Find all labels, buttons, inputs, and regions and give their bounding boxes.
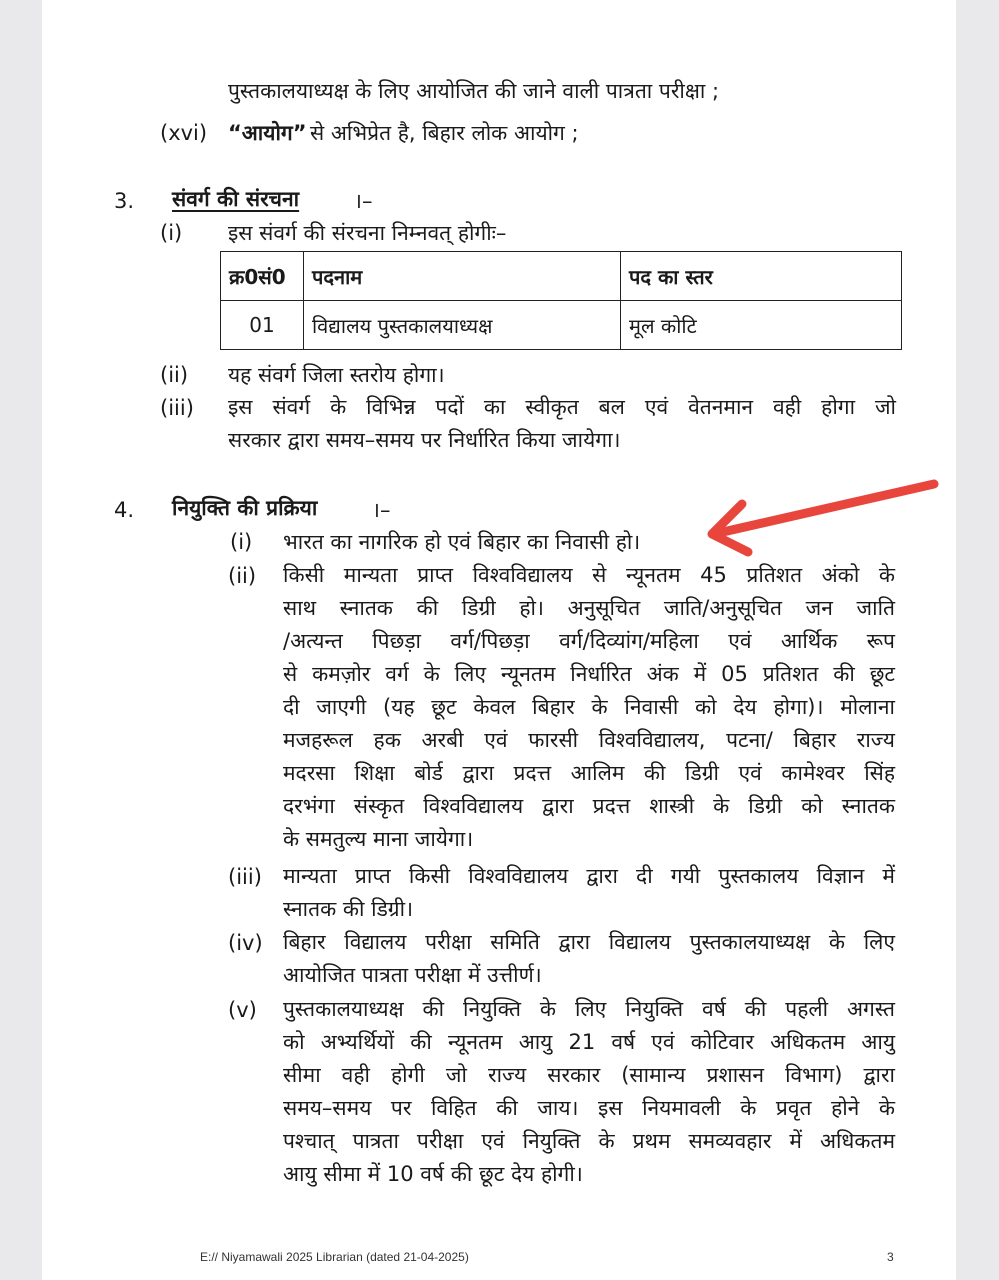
continued-line: पुस्तकालयाध्यक्ष के लिए आयोजित की जाने वाली पात्रता परीक्षा ; (228, 79, 720, 103)
table-header-row (221, 252, 902, 301)
header-serial: क्र0सं0 (221, 252, 304, 301)
header-post-level: पद का स्तर (621, 252, 902, 301)
section-3-clause-iii-number: (iii) (160, 396, 194, 420)
text-line: आयु सीमा में 10 वर्ष की छूट देय होगी। (283, 1162, 583, 1186)
text-line: से कमज़ोर वर्ग के लिए न्यूनतम निर्धारित अंक में 05 प्रतिशत की छूट (283, 662, 895, 686)
red-arrow-annotation (702, 470, 942, 560)
text-line: के समतुल्य माना जायेगा। (283, 827, 474, 851)
section-4-clause-ii-number: (ii) (228, 564, 257, 588)
text-line: साथ स्नातक की डिग्री हो। अनुसूचित जाति/अनुसूचित जन जाति (283, 596, 895, 620)
clause-xvi-number: (xvi) (160, 121, 208, 145)
section-4-title: नियुक्ति की प्रक्रिया (172, 496, 318, 520)
section-3-title: संवर्ग की संरचना (172, 187, 300, 211)
text-line: पश्चात् पात्रता परीक्षा एवं नियुक्ति के प्रथम समव्यवहार में अधिकतम (283, 1129, 895, 1153)
text-line: मदरसा शिक्षा बोर्ड द्वारा प्रदत्त आलिम की डिग्री एवं कामेश्वर सिंह (283, 761, 895, 785)
section-3-number: 3. (114, 189, 135, 213)
arrow-shaft (714, 484, 934, 534)
section-4-clause-ii-text (283, 559, 895, 856)
section-3-clause-ii-number: (ii) (160, 363, 189, 387)
cell-post-name: विद्यालय पुस्तकालयाध्यक्ष (304, 301, 621, 350)
document-page (42, 0, 956, 1280)
text-line: दी जाएगी (यह छूट केवल बिहार के निवासी को देय होगा)। मोलाना (283, 695, 895, 719)
section-3-clause-ii-text: यह संवर्ग जिला स्तरोय होगा। (228, 363, 445, 387)
section-4-dash: ।– (372, 498, 391, 522)
text-line: आयोजित पात्रता परीक्षा में उत्तीर्ण। (283, 963, 542, 987)
section-4-clause-iii-number: (iii) (228, 865, 262, 889)
text-line: दरभंगा संस्कृत विश्वविद्यालय द्वारा प्रदत्त शास्त्री के डिग्री को स्नातक (283, 794, 895, 818)
text-line: सीमा वही होगी जो राज्य सरकार (सामान्य प्रशासन विभाग) द्वारा (283, 1063, 895, 1087)
text-line: को अभ्यर्थियों की न्यूनतम आयु 21 वर्ष एवं कोटिवार अधिकतम आयु (283, 1030, 895, 1054)
cell-serial: 01 (221, 301, 304, 350)
cell-post-level: मूल कोटि (621, 301, 902, 350)
text-line: /अत्यन्त पिछड़ा वर्ग/पिछड़ा वर्ग/दिव्यांग/महिला एवं आर्थिक रूप (283, 629, 895, 653)
section-4-clause-iv-number: (iv) (228, 931, 263, 955)
header-post-name: पदनाम (304, 252, 621, 301)
text-line: मजहरूल हक अरबी एवं फारसी विश्वविद्यालय, पटना/ बिहार राज्य (283, 728, 895, 752)
text-line: समय–समय पर विहित की जाय। इस नियमावली के प्रवृत होने के (283, 1096, 895, 1120)
section-3-clause-i-text: इस संवर्ग की संरचना निम्नवत् होगीः– (228, 221, 507, 245)
section-4-clause-iv-text (283, 926, 895, 992)
text-line: किसी मान्यता प्राप्त विश्वविद्यालय से न्यूनतम 45 प्रतिशत अंको के (283, 563, 895, 587)
cadre-structure-table (220, 251, 902, 350)
clause-xvi-term: “आयोग” (228, 121, 307, 145)
section-3-clause-i-number: (i) (160, 221, 183, 245)
text-line: सरकार द्वारा समय–समय पर निर्धारित किया जायेगा। (228, 428, 621, 452)
section-4-clause-v-text (283, 993, 895, 1191)
section-4-clause-i-text: भारत का नागरिक हो एवं बिहार का निवासी हो। (283, 530, 641, 554)
clause-xvi-text: से अभिप्रेत है, बिहार लोक आयोग ; (310, 121, 579, 145)
footer-file-path: E:// Niyamawali 2025 Librarian (dated 21-04-2025) (200, 1250, 469, 1264)
text-line: पुस्तकालयाध्यक्ष की नियुक्ति के लिए नियुक्ति वर्ष की पहली अगस्त (283, 997, 895, 1021)
text-line: स्नातक की डिग्री। (283, 897, 414, 921)
section-3-clause-iii-text (228, 391, 896, 457)
section-4-clause-v-number: (v) (228, 998, 257, 1022)
section-4-clause-iii-text (283, 860, 895, 926)
text-line: इस संवर्ग के विभिन्न पदों का स्वीकृत बल एवं वेतनमान वही होगा जो (228, 395, 896, 419)
table-row (221, 301, 902, 350)
section-3-dash: ।– (354, 189, 373, 213)
section-4-number: 4. (114, 498, 135, 522)
footer-page-number: 3 (887, 1250, 894, 1264)
section-4-clause-i-number: (i) (230, 530, 253, 554)
text-line: मान्यता प्राप्त किसी विश्वविद्यालय द्वारा दी गयी पुस्तकालय विज्ञान में (283, 864, 895, 888)
text-line: बिहार विद्यालय परीक्षा समिति द्वारा विद्यालय पुस्तकालयाध्यक्ष के लिए (283, 930, 895, 954)
